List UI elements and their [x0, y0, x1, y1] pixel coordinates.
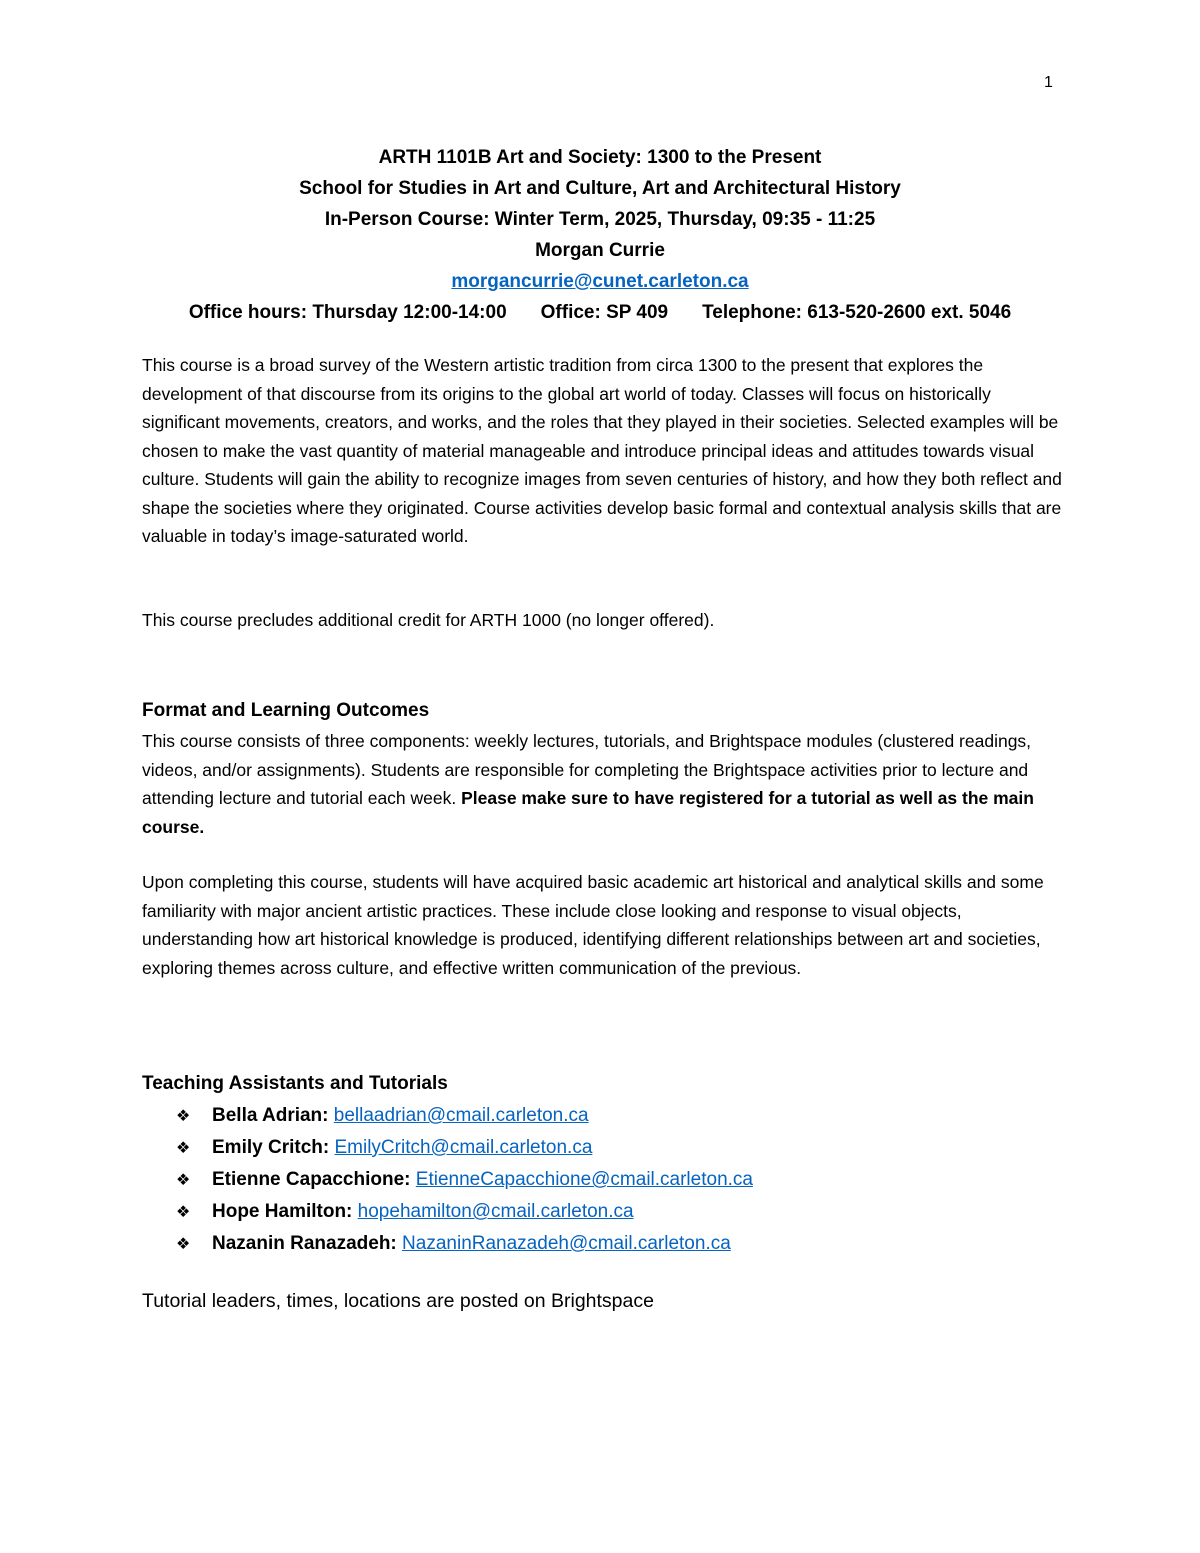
tutorial-info-note: Tutorial leaders, times, locations are posted on Brightspace: [142, 1290, 654, 1312]
telephone: Telephone: 613-520-2600 ext. 5046: [702, 302, 1012, 323]
learning-outcomes-paragraph: Upon completing this course, students will have acquired basic academic art historical and analytical skills and some familiarity with major ancient artistic practices. These include close looking and response to visual objects, understanding how art historical knowledge is produced, identifying different relationships between art and societies, exploring themes across culture, and effective written communication of the previous.: [142, 872, 1044, 978]
ta-email-link[interactable]: EtienneCapacchione@cmail.carleton.ca: [415, 1169, 753, 1190]
diamond-bullet-icon: ❖: [176, 1172, 191, 1189]
preclusion-note: This course precludes additional credit for ARTH 1000 (no longer offered).: [142, 610, 715, 630]
instructor-name: Morgan Currie: [535, 240, 665, 261]
list-item: [176, 1196, 753, 1228]
ta-heading: Teaching Assistants and Tutorials: [142, 1073, 448, 1094]
diamond-bullet-icon: ❖: [176, 1236, 191, 1253]
ta-email-link[interactable]: EmilyCritch@cmail.carleton.ca: [334, 1137, 593, 1158]
ta-name: Bella Adrian:: [212, 1105, 329, 1126]
format-heading: Format and Learning Outcomes: [142, 700, 430, 721]
diamond-bullet-icon: ❖: [176, 1140, 191, 1157]
diamond-bullet-icon: ❖: [176, 1108, 191, 1125]
school-name: School for Studies in Art and Culture, Art and Architectural History: [299, 178, 901, 199]
office-hours: Office hours: Thursday 12:00-14:00: [188, 302, 507, 323]
page-number: 1: [1044, 74, 1053, 91]
list-item: [176, 1164, 753, 1196]
ta-name: Nazanin Ranazadeh:: [212, 1233, 397, 1254]
list-item: [176, 1100, 753, 1132]
tutorial-registration-note: Please make sure to have registered for a tutorial as well as the main course.: [142, 788, 1034, 837]
ta-name: Etienne Capacchione:: [212, 1169, 411, 1190]
instructor-email-link[interactable]: morgancurrie@cunet.carleton.ca: [451, 271, 749, 292]
diamond-bullet-icon: ❖: [176, 1204, 191, 1221]
list-item: [176, 1228, 753, 1260]
ta-list: [176, 1100, 753, 1260]
course-title: ARTH 1101B Art and Society: 1300 to the Present: [378, 147, 822, 168]
course-description: This course is a broad survey of the Western artistic tradition from circa 1300 to the present that explores the development of that discourse from its origins to the global art world of today. Classes will focus on historically significant movements, creators, and works, and the roles that they played in their societies. Selected examples will be chosen to make the vast quantity of material manageable and introduce principal ideas and attitudes towards visual culture. Students will gain the ability to recognize images from seven centuries of history, and how they both reflect and shape the societies where they originated. Course activities develop basic formal and contextual analysis skills that are valuable in today’s image-saturated world.: [142, 355, 1062, 546]
ta-name: Hope Hamilton:: [212, 1201, 353, 1222]
office-info-row: [100, 297, 1100, 328]
ta-email-link[interactable]: bellaadrian@cmail.carleton.ca: [333, 1105, 589, 1126]
syllabus-header: [100, 142, 1100, 328]
ta-email-link[interactable]: NazaninRanazadeh@cmail.carleton.ca: [402, 1233, 731, 1254]
list-item: [176, 1132, 753, 1164]
office-location: Office: SP 409: [540, 302, 669, 323]
course-schedule: In-Person Course: Winter Term, 2025, Thursday, 09:35 - 11:25: [324, 209, 876, 230]
ta-email-link[interactable]: hopehamilton@cmail.carleton.ca: [357, 1201, 634, 1222]
ta-name: Emily Critch:: [212, 1137, 330, 1158]
format-paragraph: [142, 727, 1072, 841]
format-paragraph-text: This course consists of three components: weekly lectures, tutorials, and Brightspace modules (clustered readings, videos, and/or assignments). Students are responsible for completing the Brightspace activities prior to lecture and attending lecture and tutorial each week.: [142, 731, 1032, 808]
